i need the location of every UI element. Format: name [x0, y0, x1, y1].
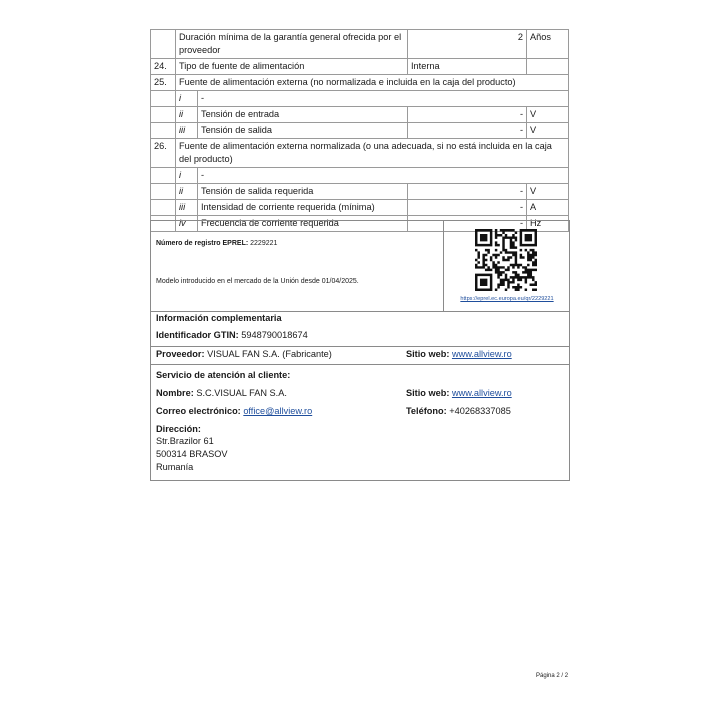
- qr-cell: [443, 221, 570, 311]
- model-market-date: Modelo introducido en el mercado de la Unión desde 01/04/2025.: [156, 278, 359, 285]
- name-label: Nombre:: [156, 388, 194, 398]
- complementary-info-section: [150, 310, 570, 347]
- gtin-row: [156, 330, 308, 340]
- page-number: Página 2 / 2: [536, 673, 569, 679]
- spec-table: [150, 29, 569, 232]
- row-value: -: [408, 123, 527, 139]
- supplier-value: VISUAL FAN S.A. (Fabricante): [207, 349, 332, 359]
- phone-label: Teléfono:: [406, 406, 447, 416]
- table-row: [151, 139, 569, 168]
- sub-index: iv: [176, 216, 198, 232]
- eprel-reg-label: Número de registro EPREL:: [156, 240, 249, 247]
- row-number: 25.: [151, 75, 176, 91]
- row-label: Tipo de fuente de alimentación: [176, 59, 408, 75]
- row-number: 26.: [151, 139, 176, 168]
- sub-index: ii: [176, 107, 198, 123]
- table-row: [151, 200, 569, 216]
- table-row: [151, 59, 569, 75]
- qr-code-icon[interactable]: [475, 229, 537, 291]
- row-unit: Años: [527, 30, 569, 59]
- row-value: Interna: [408, 59, 527, 75]
- section-title: Información complementaria: [156, 313, 282, 323]
- sub-index: i: [176, 91, 198, 107]
- eprel-url-link[interactable]: https://eprel.ec.europa.eu/qr/2229221: [460, 296, 554, 302]
- sub-index: i: [176, 168, 198, 184]
- table-row: [151, 184, 569, 200]
- gtin-label: Identificador GTIN:: [156, 330, 239, 340]
- customer-service-section: [150, 364, 570, 481]
- row-value: -: [408, 184, 527, 200]
- row-label: -: [198, 91, 569, 107]
- supplier-label: Proveedor:: [156, 349, 205, 359]
- table-row: [151, 91, 569, 107]
- supplier-row: [156, 349, 332, 359]
- row-value: 2: [408, 30, 527, 59]
- row-value: -: [408, 200, 527, 216]
- row-label: Tensión de salida requerida: [198, 184, 408, 200]
- eprel-section: [150, 220, 570, 312]
- service-website-link[interactable]: www.allview.ro: [451, 388, 512, 398]
- row-unit: V: [527, 123, 569, 139]
- section-label: Fuente de alimentación externa (no normalizada e incluida en la caja del producto): [176, 75, 569, 91]
- table-row: [151, 107, 569, 123]
- row-unit: A: [527, 200, 569, 216]
- row-number: 24.: [151, 59, 176, 75]
- website-label: Sitio web:: [406, 349, 450, 359]
- phone-row: [406, 406, 511, 416]
- sub-index: ii: [176, 184, 198, 200]
- row-label: -: [198, 168, 569, 184]
- supplier-website-link[interactable]: www.allview.ro: [451, 349, 512, 359]
- row-value: -: [408, 107, 527, 123]
- table-row: [151, 123, 569, 139]
- website-label: Sitio web:: [406, 388, 450, 398]
- email-link[interactable]: office@allview.ro: [243, 406, 313, 416]
- row-unit: V: [527, 184, 569, 200]
- address-line: Rumanía: [156, 462, 194, 472]
- service-name-row: [156, 388, 287, 398]
- row-label: Tensión de salida: [198, 123, 408, 139]
- address-label: Dirección:: [156, 424, 201, 434]
- table-row: [151, 168, 569, 184]
- address-line: Str.Brazilor 61: [156, 436, 214, 446]
- table-row: [151, 75, 569, 91]
- eprel-reg-value: 2229221: [250, 240, 278, 247]
- supplier-section: [150, 346, 570, 365]
- row-label: Intensidad de corriente requerida (mínima): [198, 200, 408, 216]
- row-label: Duración mínima de la garantía general ofrecida por el proveedor: [176, 30, 408, 59]
- row-label: Frecuencia de corriente requerida: [198, 216, 408, 232]
- row-unit: Hz: [527, 216, 569, 232]
- address-line: 500314 BRASOV: [156, 449, 228, 459]
- phone-value: +40268337085: [449, 406, 511, 416]
- service-website-row: [406, 388, 512, 398]
- name-value: S.C.VISUAL FAN S.A.: [196, 388, 287, 398]
- row-label: Tensión de entrada: [198, 107, 408, 123]
- row-unit: [527, 59, 569, 75]
- section-title: Servicio de atención al cliente:: [156, 370, 291, 380]
- section-label: Fuente de alimentación externa normalizada (o una adecuada, si no está incluida en la caja del producto): [176, 139, 569, 168]
- supplier-website-row: [406, 349, 512, 359]
- eprel-registration: [156, 240, 277, 247]
- gtin-value: 5948790018674: [241, 330, 308, 340]
- row-number: [151, 30, 176, 59]
- email-label: Correo electrónico:: [156, 406, 241, 416]
- table-row: [151, 30, 569, 59]
- row-value: -: [408, 216, 527, 232]
- sub-index: iii: [176, 123, 198, 139]
- email-row: [156, 406, 312, 416]
- row-unit: V: [527, 107, 569, 123]
- sub-index: iii: [176, 200, 198, 216]
